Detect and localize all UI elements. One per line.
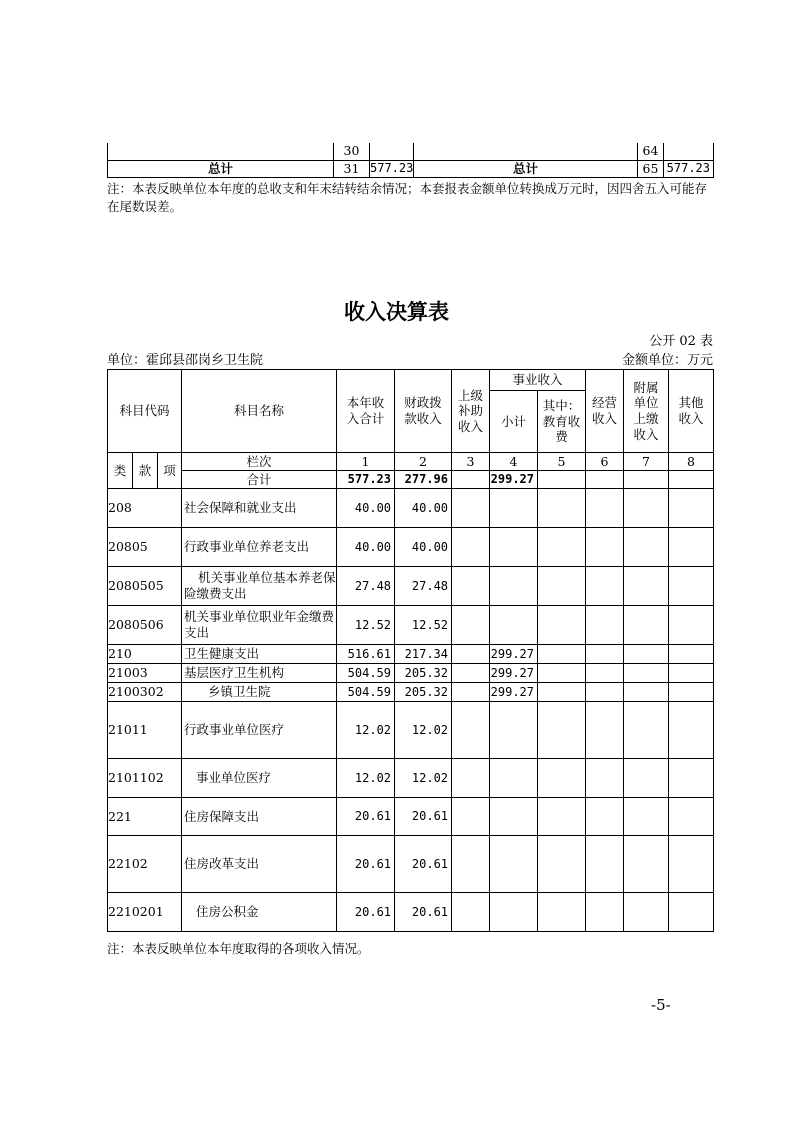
- row-name: 社会保障和就业支出: [182, 489, 337, 528]
- row-subtotal: [490, 893, 538, 932]
- row-code: 208: [108, 489, 182, 528]
- total-row-fiscal: 277.96: [395, 471, 452, 489]
- table-row: [108, 160, 714, 177]
- table-row: [108, 798, 714, 836]
- row-subtotal: 299.27: [490, 683, 538, 702]
- row-code: 21003: [108, 664, 182, 683]
- row-name: 住房公积金: [182, 893, 337, 932]
- row-code: 2100302: [108, 683, 182, 702]
- header-superior: 上级补助收入: [452, 370, 490, 453]
- total-left-amount: 577.23: [370, 161, 414, 175]
- table-row: [108, 893, 714, 932]
- header-kuan: 款: [133, 453, 158, 489]
- header-business-group: 事业收入: [490, 370, 586, 391]
- col-number: 2: [395, 453, 452, 471]
- header-name: 科目名称: [182, 370, 337, 453]
- top-summary-table: [107, 143, 714, 178]
- row-code: 2101102: [108, 759, 182, 798]
- row-fiscal: 12.02: [395, 702, 452, 759]
- row-code: 221: [108, 798, 182, 836]
- row-fiscal: 20.61: [395, 836, 452, 893]
- row-code: 2210201: [108, 893, 182, 932]
- table-row: [108, 645, 714, 664]
- table-row: [108, 836, 714, 893]
- header-lei: 类: [108, 453, 133, 489]
- row-name: 行政事业单位医疗: [182, 702, 337, 759]
- bottom-note: 注：本表反映单位本年度取得的各项收入情况。: [107, 941, 370, 956]
- total-row: [108, 471, 714, 489]
- row-name: 住房保障支出: [182, 798, 337, 836]
- table-row: [108, 759, 714, 798]
- row-fiscal: 20.61: [395, 893, 452, 932]
- row-fiscal: 205.32: [395, 683, 452, 702]
- row-fiscal: 12.02: [395, 759, 452, 798]
- col-number: 7: [624, 453, 669, 471]
- row-subtotal: [490, 528, 538, 567]
- row-total: 20.61: [337, 836, 395, 893]
- total-row-total: 577.23: [337, 471, 395, 489]
- row-total: 20.61: [337, 798, 395, 836]
- header-operating: 经营收入: [586, 370, 624, 453]
- row-code: 2080506: [108, 606, 182, 645]
- income-table: [107, 369, 714, 932]
- row-total: 40.00: [337, 528, 395, 567]
- row-fiscal: 12.52: [395, 606, 452, 645]
- page-title: 收入决算表: [344, 300, 449, 324]
- row-total: 504.59: [337, 683, 395, 702]
- header-total-income: 本年收入合计: [337, 370, 395, 453]
- unit-label: 单位：霍邱县邵岗乡卫生院: [107, 353, 264, 368]
- row-fiscal: 205.32: [395, 664, 452, 683]
- header-fiscal: 财政拨款收入: [395, 370, 452, 453]
- row-total: 40.00: [337, 489, 395, 528]
- row-subtotal: [490, 759, 538, 798]
- total-row-label: 合计: [182, 471, 337, 489]
- row-subtotal: [490, 606, 538, 645]
- row-total: 516.61: [337, 645, 395, 664]
- total-right-amount: 577.23: [664, 160, 714, 177]
- row-subtotal: [490, 836, 538, 893]
- row-total: 12.02: [337, 759, 395, 798]
- row-fiscal: 217.34: [395, 645, 452, 664]
- total-left-label: 总计: [108, 160, 334, 177]
- row-code: 21011: [108, 702, 182, 759]
- table-row: [108, 528, 714, 567]
- row-name: 行政事业单位养老支出: [182, 528, 337, 567]
- top-right-code: 64: [638, 143, 664, 160]
- header-xiang: 项: [158, 453, 182, 489]
- total-row-subtotal: 299.27: [490, 471, 538, 489]
- row-name: 乡镇卫生院: [182, 683, 337, 702]
- header-code: 科目代码: [108, 370, 182, 453]
- total-right-label: 总计: [414, 160, 638, 177]
- row-subtotal: [490, 702, 538, 759]
- table-row: [108, 489, 714, 528]
- row-name: 机关事业单位职业年金缴费支出: [182, 606, 337, 645]
- row-name: 机关事业单位基本养老保险缴费支出: [182, 567, 337, 606]
- header-affiliated: 附属单位上缴收入: [624, 370, 669, 453]
- row-total: 20.61: [337, 893, 395, 932]
- table-row: [108, 143, 714, 160]
- amount-unit: 金额单位：万元: [621, 353, 713, 368]
- row-subtotal: 299.27: [490, 664, 538, 683]
- top-note: 注：本表反映单位本年度的总收支和年末结转结余情况；本套报表金额单位转换成万元时，因四舍五入可能存在尾数误差。: [107, 181, 708, 214]
- row-fiscal: 40.00: [395, 489, 452, 528]
- col-number: 8: [669, 453, 714, 471]
- page-number: -5-: [651, 996, 671, 1014]
- header-subtotal: 小计: [490, 391, 538, 453]
- row-code: 20805: [108, 528, 182, 567]
- table-row: [108, 664, 714, 683]
- row-code: 22102: [108, 836, 182, 893]
- top-left-code: 30: [334, 143, 370, 160]
- row-fiscal: 27.48: [395, 567, 452, 606]
- row-name: 基层医疗卫生机构: [182, 664, 337, 683]
- header-other: 其他收入: [669, 370, 714, 453]
- table-row: [108, 606, 714, 645]
- row-code: 210: [108, 645, 182, 664]
- row-fiscal: 20.61: [395, 798, 452, 836]
- form-number: 公开 02 表: [649, 334, 713, 349]
- row-total: 27.48: [337, 567, 395, 606]
- row-subtotal: [490, 567, 538, 606]
- row-name: 事业单位医疗: [182, 759, 337, 798]
- row-name: 住房改革支出: [182, 836, 337, 893]
- total-right-code: 65: [638, 160, 664, 177]
- row-fiscal: 40.00: [395, 528, 452, 567]
- total-left-code: 31: [334, 160, 370, 177]
- table-row: [108, 702, 714, 759]
- col-number: 6: [586, 453, 624, 471]
- col-number: 5: [538, 453, 586, 471]
- row-subtotal: [490, 798, 538, 836]
- col-number: 3: [452, 453, 490, 471]
- row-subtotal: [490, 489, 538, 528]
- table-row: [108, 683, 714, 702]
- row-total: 12.52: [337, 606, 395, 645]
- col-number: 1: [337, 453, 395, 471]
- row-total: 504.59: [337, 664, 395, 683]
- row-total: 12.02: [337, 702, 395, 759]
- header-column-no: 栏次: [182, 453, 337, 471]
- row-name: 卫生健康支出: [182, 645, 337, 664]
- row-subtotal: 299.27: [490, 645, 538, 664]
- col-number: 4: [490, 453, 538, 471]
- table-row: [108, 567, 714, 606]
- row-code: 2080505: [108, 567, 182, 606]
- header-education: 其中：教育收费: [538, 391, 586, 453]
